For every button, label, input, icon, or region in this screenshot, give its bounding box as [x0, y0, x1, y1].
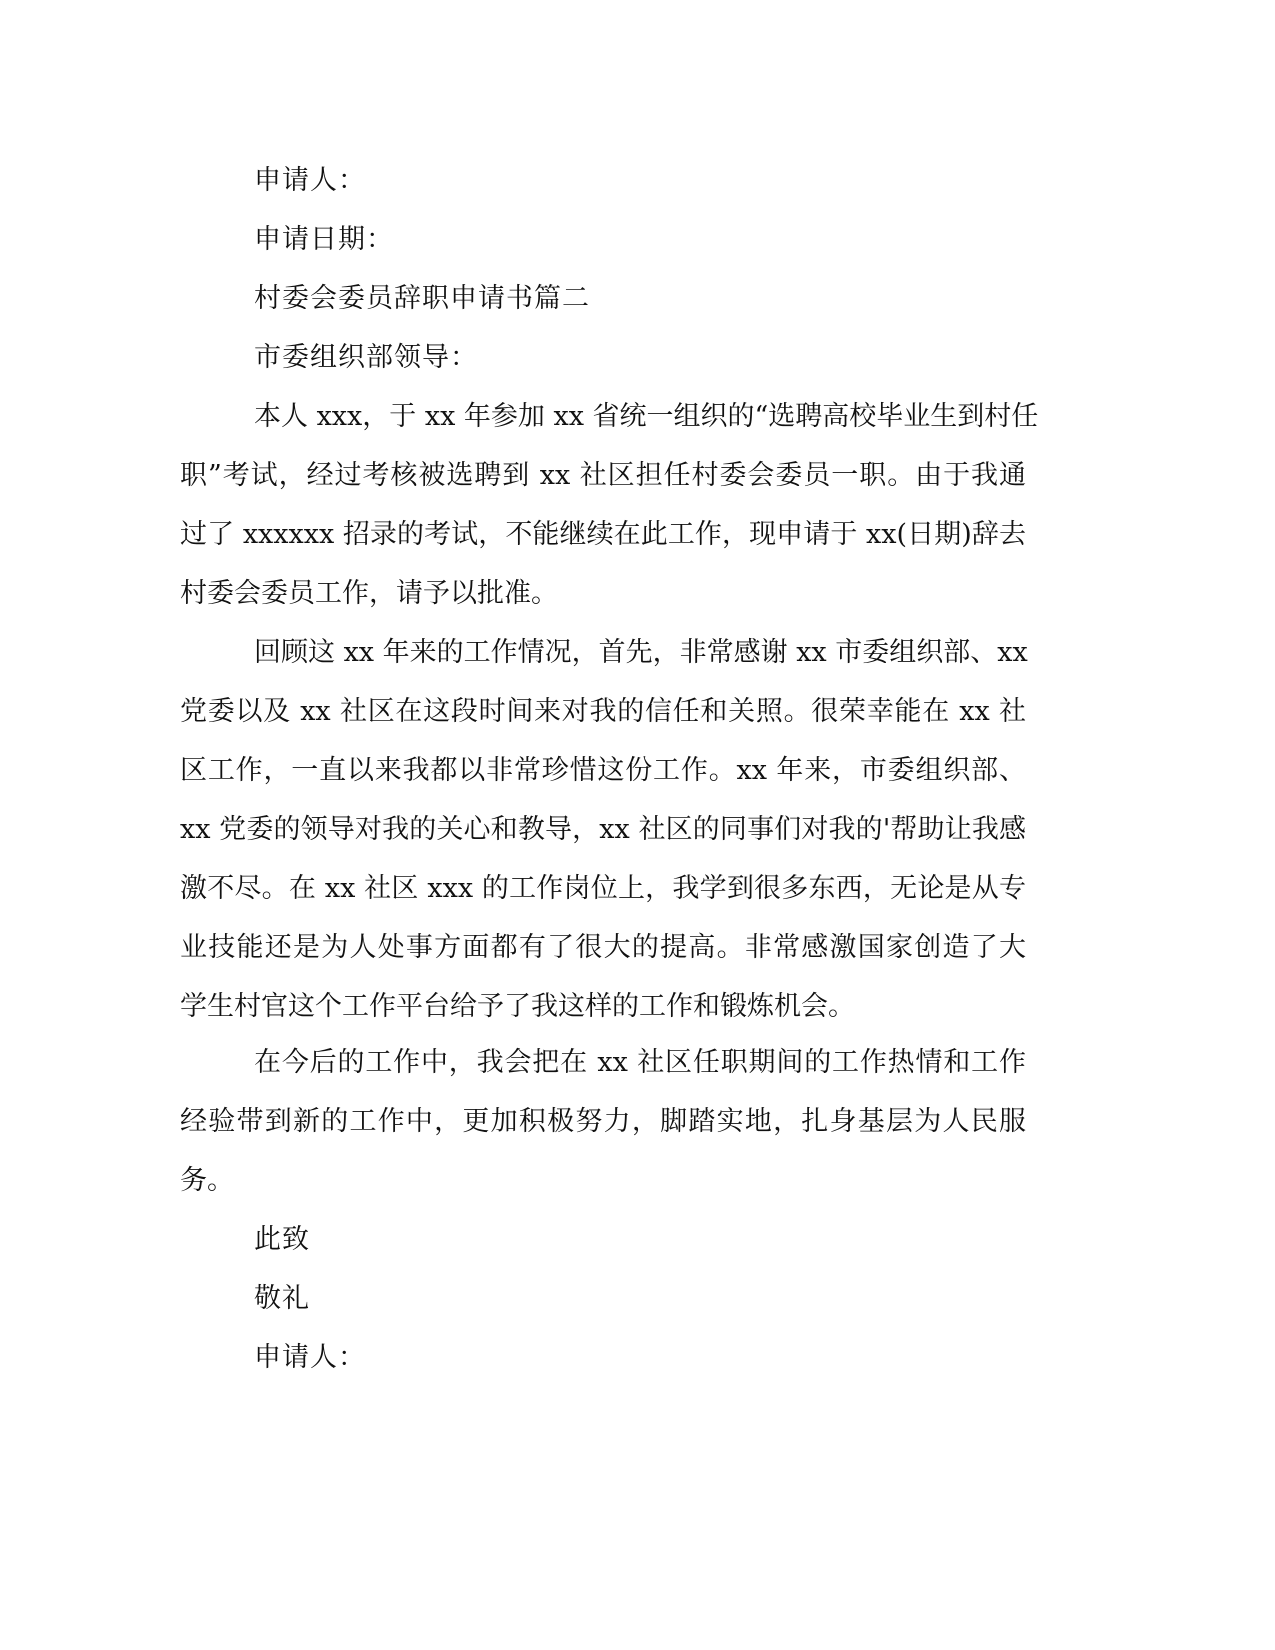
closing-applicant-label: 申请人：: [254, 1342, 366, 1373]
paragraph-2-line-2: 党委以及 xx 社区在这段时间来对我的信任和关照。很荣幸能在 xx 社: [180, 696, 1026, 727]
paragraph-1-line-1: 本人 xxx，于 xx 年参加 xx 省统一组织的“选聘高校毕业生到村任: [254, 401, 1039, 432]
paragraph-2-line-4: xx 党委的领导对我的关心和教导，xx 社区的同事们对我的'帮助让我感: [180, 814, 1026, 845]
paragraph-1-line-4: 村委会委员工作，请予以批准。: [180, 578, 558, 609]
closing-line-1: 此致: [254, 1224, 310, 1255]
paragraph-3-line-2: 经验带到新的工作中，更加积极努力，脚踏实地，扎身基层为人民服: [180, 1106, 1026, 1137]
paragraph-3-line-1: 在今后的工作中，我会把在 xx 社区任职期间的工作热情和工作: [254, 1047, 1026, 1078]
section-title: 村委会委员辞职申请书篇二: [254, 283, 590, 314]
paragraph-2-line-3: 区工作，一直以来我都以非常珍惜这份工作。xx 年来，市委组织部、: [180, 755, 1026, 786]
applicant-label: 申请人：: [254, 165, 366, 196]
closing-line-2: 敬礼: [254, 1283, 310, 1314]
paragraph-1-line-2: 职”考试，经过考核被选聘到 xx 社区担任村委会委员一职。由于我通: [180, 460, 1026, 491]
salutation: 市委组织部领导：: [254, 342, 478, 373]
paragraph-2-line-7: 学生村官这个工作平台给予了我这样的工作和锻炼机会。: [180, 991, 855, 1022]
paragraph-1-line-3: 过了 xxxxxx 招录的考试，不能继续在此工作，现申请于 xx(日期)辞去: [180, 519, 1026, 550]
paragraph-2-line-1: 回顾这 xx 年来的工作情况，首先，非常感谢 xx 市委组织部、xx: [254, 637, 1028, 668]
application-date-label: 申请日期：: [254, 224, 394, 255]
paragraph-2-line-6: 业技能还是为人处事方面都有了很大的提高。非常感激国家创造了大: [180, 932, 1026, 963]
paragraph-2-line-5: 激不尽。在 xx 社区 xxx 的工作岗位上，我学到很多东西，无论是从专: [180, 873, 1026, 904]
paragraph-3-line-3: 务。: [180, 1165, 234, 1196]
